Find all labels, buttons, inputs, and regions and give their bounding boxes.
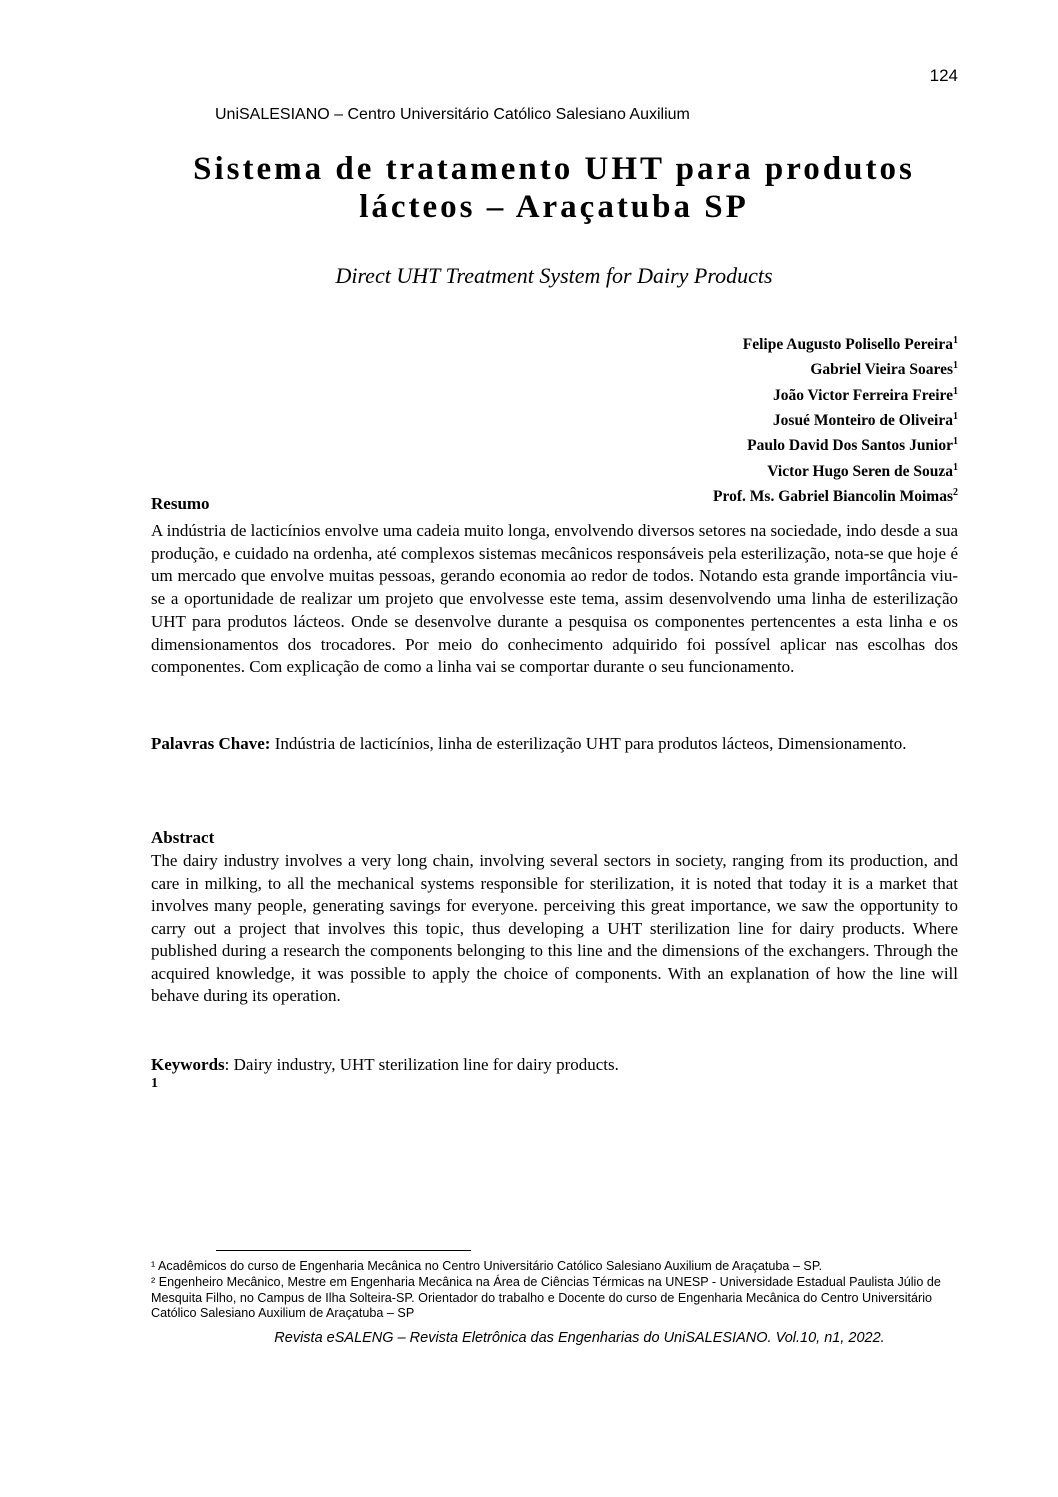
footnote-reference: 1 [151,1076,158,1091]
paper-title-line-1: Sistema de tratamento UHT para produtos [193,151,915,187]
author-affiliation-mark: 2 [953,487,958,499]
footnote-1: ¹ Acadêmicos do curso de Engenharia Mecânica no Centro Universitário Católico Salesiano Auxilium de Araçatuba – SP. [151,1259,823,1273]
institution-header: UniSALESIANO – Centro Universitário Católico Salesiano Auxilium [215,106,690,123]
keywords [151,1054,958,1076]
page-number: 124 [929,66,958,85]
resumo-heading: Resumo [151,494,210,513]
paper-title-line-2: lácteos – Araçatuba SP [359,189,749,225]
author-list [713,330,958,508]
keywords-text: : Dairy industry, UHT sterilization line for dairy products. [224,1055,619,1074]
footnote-divider [216,1250,471,1251]
paper-title [150,150,958,226]
author-item: Victor Hugo Seren de Souza$^1$ [767,461,958,480]
author-item: Paulo David Dos Santos Junior$^1$ [747,436,958,455]
author-item: Felipe Augusto Polisello Pereira$^1$ [742,335,958,354]
keywords-label: Keywords [151,1055,225,1074]
author-item: Gabriel Vieira Soares$^1$ [810,360,958,379]
palavras-chave-label: Palavras Chave: [151,734,271,753]
author-affiliation-mark: 1 [953,411,958,423]
author-affiliation-mark: 1 [953,461,958,473]
author-item: Prof. Ms. Gabriel Biancolin Moimas$^2$ [713,487,958,506]
paper-subtitle: Direct UHT Treatment System for Dairy Products [335,263,773,288]
abstract-text: The dairy industry involves a very long chain, involving several sectors in society, ranging from its production, and care in milking, to all the mechanical systems responsible for sterilization, it is noted that today it is a market that involves many people, generating savings for everyone. perceiving this great importance, we saw the opportunity to carry out a project that involves this topic, thus developing a UHT sterilization line for dairy products. Where published during a research the components belonging to this line and the dimensions of the exchangers. Through the acquired knowledge, it was possible to apply the choice of components. With an explanation of how the line will behave during its operation. [151,851,958,1005]
journal-footer: Revista eSALENG – Revista Eletrônica das Engenharias do UniSALESIANO. Vol.10, n1, 2022. [274,1330,885,1346]
resumo-text: A indústria de lacticínios envolve uma cadeia muito longa, envolvendo diversos setores na sociedade, indo desde a sua produção, e cuidado na ordenha, até complexos sistemas mecânicos responsáveis pela esterilização, nota-se que hoje é um mercado que envolve muitas pessoas, gerando economia ao redor de todos. Notando esta grande importância viu-se a oportunidade de realizar um projeto que envolvesse este tema, assim desenvolvendo uma linha de esterilização UHT para produtos lácteos. Onde se desenvolve durante a pesquisa os componentes pertencentes a esta linha e os dimensionamentos dos trocadores. Por meio do conhecimento adquirido foi possível aplicar nas escolhas dos componentes. Com explicação de como a linha vai se comportar durante o seu funcionamento. [151,521,958,677]
author-affiliation-mark: 1 [953,335,958,346]
author-item: João Victor Ferreira Freire$^1$ [772,385,958,404]
author-item: Josué Monteiro de Oliveira$^1$ [772,411,958,430]
footnotes [151,1259,958,1322]
footnote-2: ² Engenheiro Mecânico, Mestre em Engenharia Mecânica na Área de Ciências Térmicas na UNESP - Universidade Estadual Paulista Júlio de Mesquita Filho, no Campus de Ilha Solteira-SP. Orientador do trabalho e Docente do curso de Engenharia Mecânica do Centro Universitário Católico Salesiano Auxilium de Araçatuba – SP [151,1274,941,1321]
author-affiliation-mark: 1 [953,360,958,372]
author-affiliation-mark: 1 [953,436,958,448]
abstract-heading: Abstract [151,828,215,847]
palavras-chave-text: Indústria de lacticínios, linha de esterilização UHT para produtos lácteos, Dimensionamento. [270,734,907,753]
author-affiliation-mark: 1 [953,385,958,397]
palavras-chave [151,728,958,760]
